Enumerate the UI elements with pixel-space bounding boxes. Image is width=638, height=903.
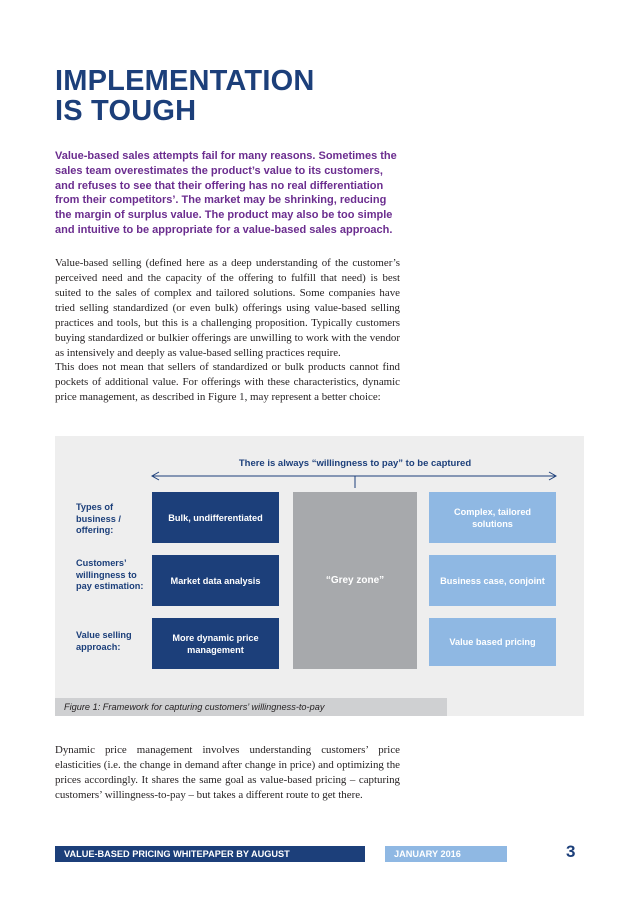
row-label-approach: Value selling approach:	[76, 630, 132, 652]
box-value-pricing: Value based pricing	[429, 618, 556, 666]
box-complex: Complex, tailored solutions	[429, 492, 556, 543]
box-dynamic-price: More dynamic price management	[152, 618, 279, 669]
page-title	[55, 66, 475, 126]
body-paragraph-2: This does not mean that sellers of standardized or bulk products cannot find pockets of additional value. For offerings with these characteristics, dynamic price management, as described in Figure 1, may represent a better choice:	[55, 361, 400, 403]
body-paragraph-1: Value-based selling (defined here as a deep understanding of the customer’s perceived need and the capacity of the offering to fulfill that need) is best suited to the sales of complex and tailored solutions. Some companies have tried selling standardized (or even bulk) offerings using value-based selling practices and tools, but this is a challenging proposition. Typically customers buying standardized or bulkier offerings are unwilling to work with the vendor as intensively and deeply as value-based selling practices require.	[55, 257, 400, 359]
row-label-willingness: Customers’ willingness to pay estimation:	[76, 558, 144, 591]
box-grey-zone: “Grey zone”	[293, 492, 417, 669]
footer-date: JANUARY 2016	[385, 846, 507, 862]
page-number: 3	[566, 842, 576, 861]
lead-paragraph: Value-based sales attempts fail for many reasons. Sometimes the sales team overestimates the product’s value to its customers, and refuses to see that their offering has no real differentiation from their competitors’. The market may be shrinking, reducing the margin of surplus value. The product may also be too simple and intuitive to be appropriate for a value-based sales approach.	[55, 150, 397, 236]
figure-caption: Figure 1: Framework for capturing customers’ willingness-to-pay	[55, 698, 447, 716]
arrow-label: There is always “willingness to pay” to be captured	[238, 458, 472, 469]
figure-1	[55, 436, 584, 716]
row-label-types: Types of business / offering:	[76, 502, 121, 535]
body-paragraph-3: Dynamic price management involves understanding customers’ price elasticities (i.e. the change in demand after change in price) and optimizing the prices accordingly. It shares the same goal as value-based pricing – capturing customers’ willingness-to-pay – but takes a different route to get there.	[55, 744, 400, 801]
footer-publication: VALUE-BASED PRICING WHITEPAPER BY AUGUST	[55, 846, 365, 862]
title-line-1: IMPLEMENTATION	[55, 65, 315, 97]
box-business-case: Business case, conjoint	[429, 555, 556, 606]
box-bulk: Bulk, undifferentiated	[152, 492, 279, 543]
box-market-data: Market data analysis	[152, 555, 279, 606]
title-line-2: IS TOUGH	[55, 95, 197, 127]
